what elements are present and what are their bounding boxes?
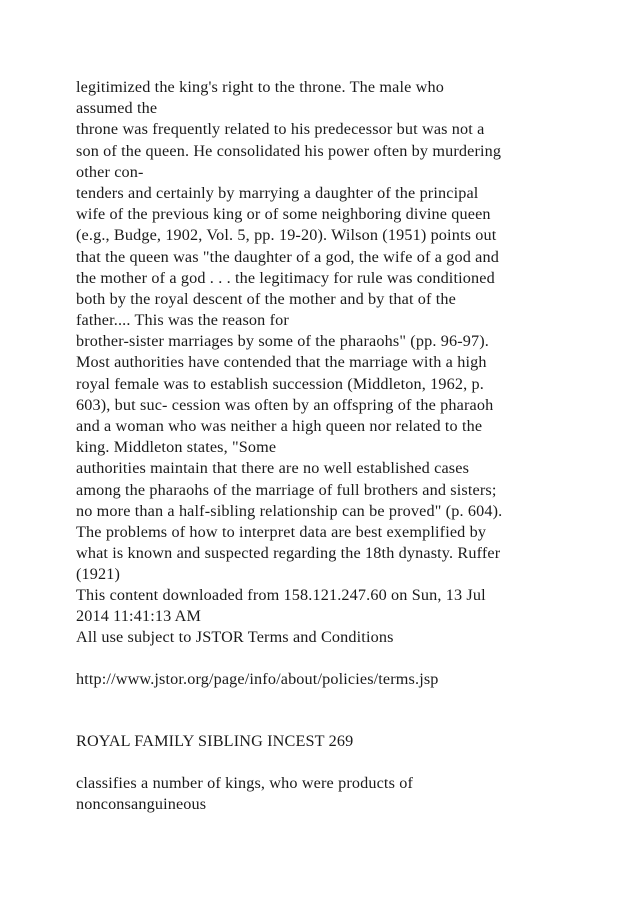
text-line: royal female was to establish succession (Middleton, 1962, p. xyxy=(76,374,484,393)
text-line: (e.g., Budge, 1902, Vol. 5, pp. 19-20). Wilson (1951) points out xyxy=(76,226,497,245)
text-line: brother-sister marriages by some of the pharaohs" (pp. 96-97). xyxy=(76,332,489,351)
text-line: father.... This was the reason for xyxy=(76,311,289,330)
text-line: The problems of how to interpret data are best exemplified by xyxy=(76,522,487,541)
text-line: assumed the xyxy=(76,99,158,118)
text-line: the mother of a god . . . the legitimacy for rule was conditioned xyxy=(76,268,495,287)
text-line: son of the queen. He consolidated his power often by murdering xyxy=(76,141,502,160)
text-line: classifies a number of kings, who were products of xyxy=(76,774,414,792)
text-line: (1921) xyxy=(76,565,121,584)
text-line: no more than a half-sibling relationship can be proved" (p. 604). xyxy=(76,501,503,520)
body-paragraph xyxy=(76,77,576,586)
text-line: All use subject to JSTOR Terms and Conditions xyxy=(76,628,394,647)
terms-url xyxy=(76,669,576,690)
page-heading: ROYAL FAMILY SIBLING INCEST 269 xyxy=(76,732,354,750)
continuation-paragraph xyxy=(76,773,576,815)
text-line: nonconsanguineous xyxy=(76,795,207,814)
text-line: 2014 11:41:13 AM xyxy=(76,607,202,626)
terms-link-text: http://www.jstor.org/page/info/about/policies/terms.jsp xyxy=(76,670,439,688)
running-header xyxy=(76,731,576,752)
text-line: that the queen was "the daughter of a god, the wife of a god and xyxy=(76,247,500,266)
text-line: 603), but suc- cession was often by an offspring of the pharaoh xyxy=(76,395,494,414)
text-line: what is known and suspected regarding the 18th dynasty. Ruffer xyxy=(76,544,501,563)
text-line: This content downloaded from 158.121.247.60 on Sun, 13 Jul xyxy=(76,586,486,604)
text-line: authorities maintain that there are no well established cases xyxy=(76,459,470,478)
text-line: among the pharaohs of the marriage of full brothers and sisters; xyxy=(76,480,497,499)
text-line: other con- xyxy=(76,162,144,181)
text-line: king. Middleton states, "Some xyxy=(76,438,277,457)
text-line: throne was frequently related to his predecessor but was not a xyxy=(76,120,485,139)
text-line: both by the royal descent of the mother and by that of the xyxy=(76,289,457,308)
text-line: legitimized the king's right to the throne. The male who xyxy=(76,78,444,96)
text-line: Most authorities have contended that the marriage with a high xyxy=(76,353,487,372)
text-line: wife of the previous king or of some neighboring divine queen xyxy=(76,205,491,224)
download-notice xyxy=(76,585,576,649)
text-line: and a woman who was neither a high queen nor related to the xyxy=(76,417,483,435)
text-line: tenders and certainly by marrying a daughter of the principal xyxy=(76,183,479,202)
